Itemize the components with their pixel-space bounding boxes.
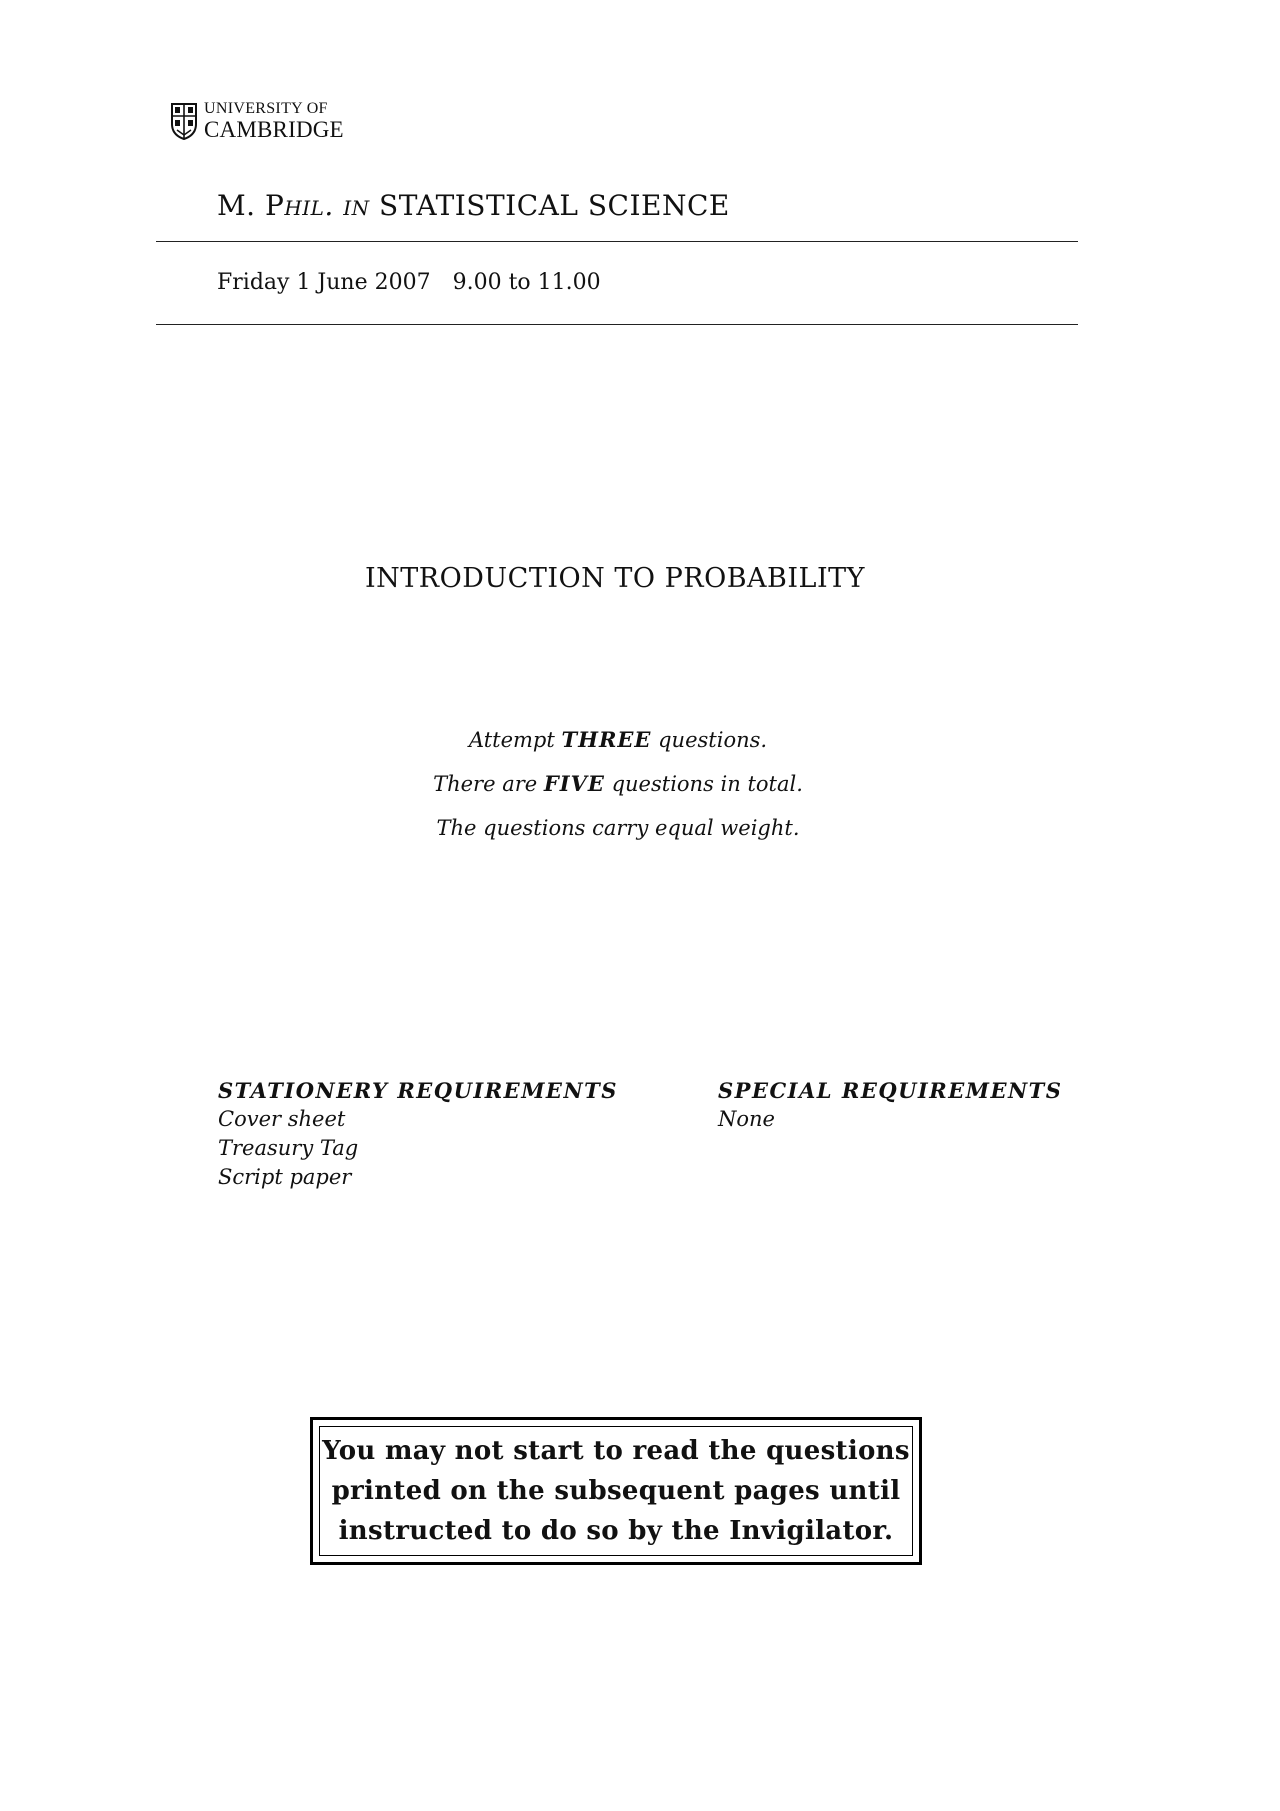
invigilator-notice-box xyxy=(310,1417,922,1565)
notice-line: instructed to do so by the Invigilator. xyxy=(338,1516,894,1546)
exam-time: 9.00 to 11.00 xyxy=(452,270,601,295)
instruction-line: Attempt THREE questions. xyxy=(468,727,768,752)
stationery-item: Treasury Tag xyxy=(218,1136,359,1160)
university-crest-icon xyxy=(170,102,198,140)
logo-line-1: UNIVERSITY OF xyxy=(204,100,328,117)
top-rule xyxy=(156,241,1078,242)
stationery-item: Cover sheet xyxy=(218,1107,346,1131)
notice-line: printed on the subsequent pages until xyxy=(331,1476,901,1506)
logo-line-2: CAMBRIDGE xyxy=(204,117,344,142)
university-logo xyxy=(170,101,344,141)
special-item: None xyxy=(718,1107,775,1131)
programme-smallcaps: hil. in xyxy=(284,189,370,222)
exam-date: Friday 1 June 2007 xyxy=(217,270,431,295)
programme-title xyxy=(217,189,730,222)
instruction-line: There are FIVE questions in total. xyxy=(433,771,803,796)
notice-line: You may not start to read the questions xyxy=(322,1436,910,1466)
paper-title: INTRODUCTION TO PROBABILITY xyxy=(365,563,865,594)
instructions xyxy=(0,718,1236,850)
special-heading: SPECIAL REQUIREMENTS xyxy=(718,1078,1063,1103)
exam-date-line xyxy=(217,270,623,295)
stationery-requirements xyxy=(218,1076,618,1192)
special-requirements xyxy=(718,1076,1062,1134)
bottom-rule xyxy=(156,324,1078,325)
stationery-item: Script paper xyxy=(218,1165,352,1189)
instruction-line: The questions carry equal weight. xyxy=(436,816,800,840)
programme-prefix: M. P xyxy=(217,189,285,222)
stationery-heading: STATIONERY REQUIREMENTS xyxy=(218,1078,618,1103)
programme-suffix: STATISTICAL SCIENCE xyxy=(379,189,730,222)
